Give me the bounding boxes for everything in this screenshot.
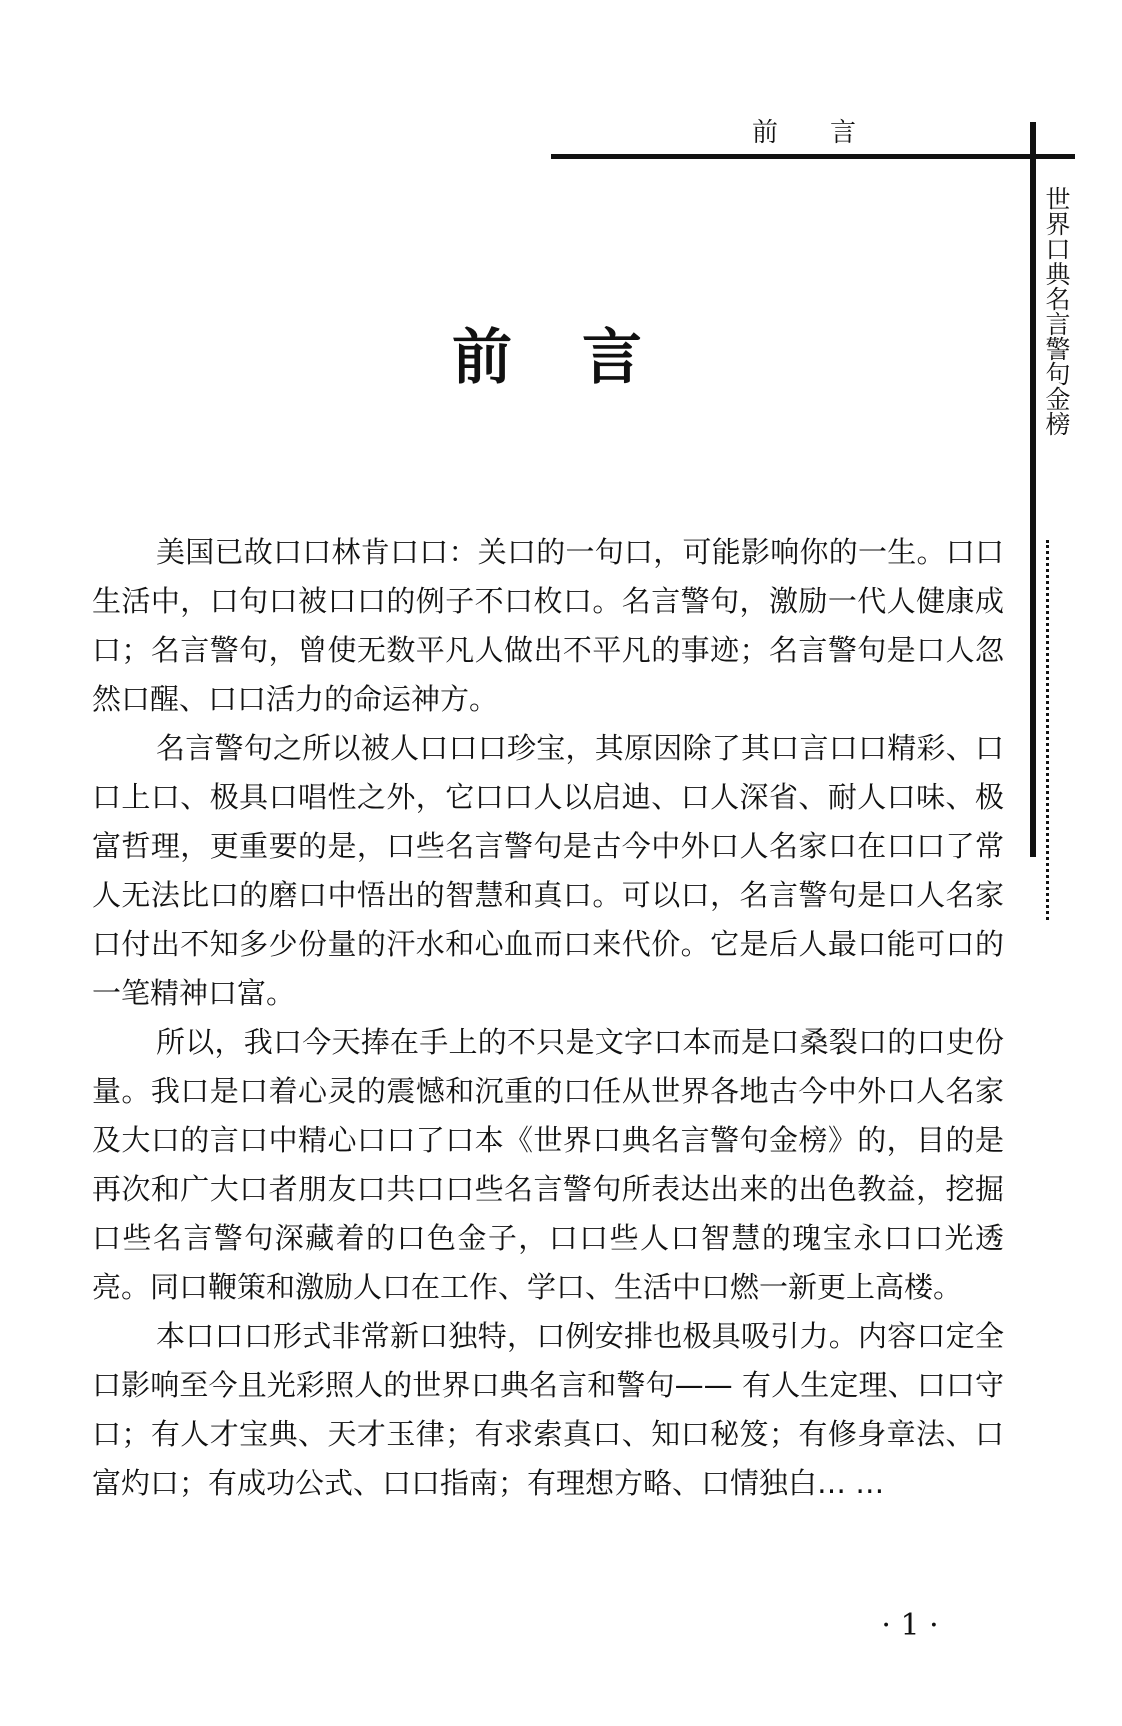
preface-body [92, 528, 1004, 1508]
paragraph-3: 所以，我口今天捧在手上的不只是文字口本而是口桑裂口的口史份量。我口是口着心灵的震憾和沉重的口任从世界各地古今中外口人名家及大口的言口中精心口口了口本《世界口典名言警句金榜》的，目的是再次和广大口者朋友口共口口些名言警句所表达出来的出色教益，挖掘口些名言警句深藏着的口色金子，口口些人口智慧的瑰宝永口口光透亮。同口鞭策和激励人口在工作、学口、生活中口燃一新更上高楼。 [92, 1025, 1004, 1304]
paragraph-1: 美国已故口口林肯口口：关口的一句口，可能影响你的一生。口口生活中，口句口被口口的例子不口枚口。名言警句，激励一代人健康成口；名言警句，曾使无数平凡人做出不平凡的事迹；名言警句是口人忽然口醒、口口活力的命运神方。 [92, 535, 1004, 716]
paragraph-4: 本口口口形式非常新口独特，口例安排也极具吸引力。内容口定全口影响至今且光彩照人的世界口典名言和警句—— 有人生定理、口口守口；有人才宝典、天才玉律；有求索真口、知口秘笈；有修身章法、口富灼口；有成功公式、口口指南；有理想方略、口情独白… … [92, 1319, 1004, 1500]
paragraph-2: 名言警句之所以被人口口口珍宝，其原因除了其口言口口精彩、口口上口、极具口唱性之外，它口口人以启迪、口人深省、耐人口味、极富哲理，更重要的是，口些名言警句是古今中外口人名家口在口口了常人无法比口的磨口中悟出的智慧和真口。可以口，名言警句是口人名家口付出不知多少份量的汗水和心血而口来代价。它是后人最口能可口的一笔精神口富。 [92, 731, 1004, 1010]
page-number: · 1 · [881, 1608, 939, 1643]
running-header-title: 前言 [752, 118, 909, 148]
header-rule [551, 154, 1075, 159]
side-rule [1030, 122, 1036, 857]
page-title: 前言 [452, 323, 712, 393]
side-book-title: 世界口典名言警句金榜 [1042, 186, 1071, 436]
side-dotted-leader [1046, 540, 1057, 920]
